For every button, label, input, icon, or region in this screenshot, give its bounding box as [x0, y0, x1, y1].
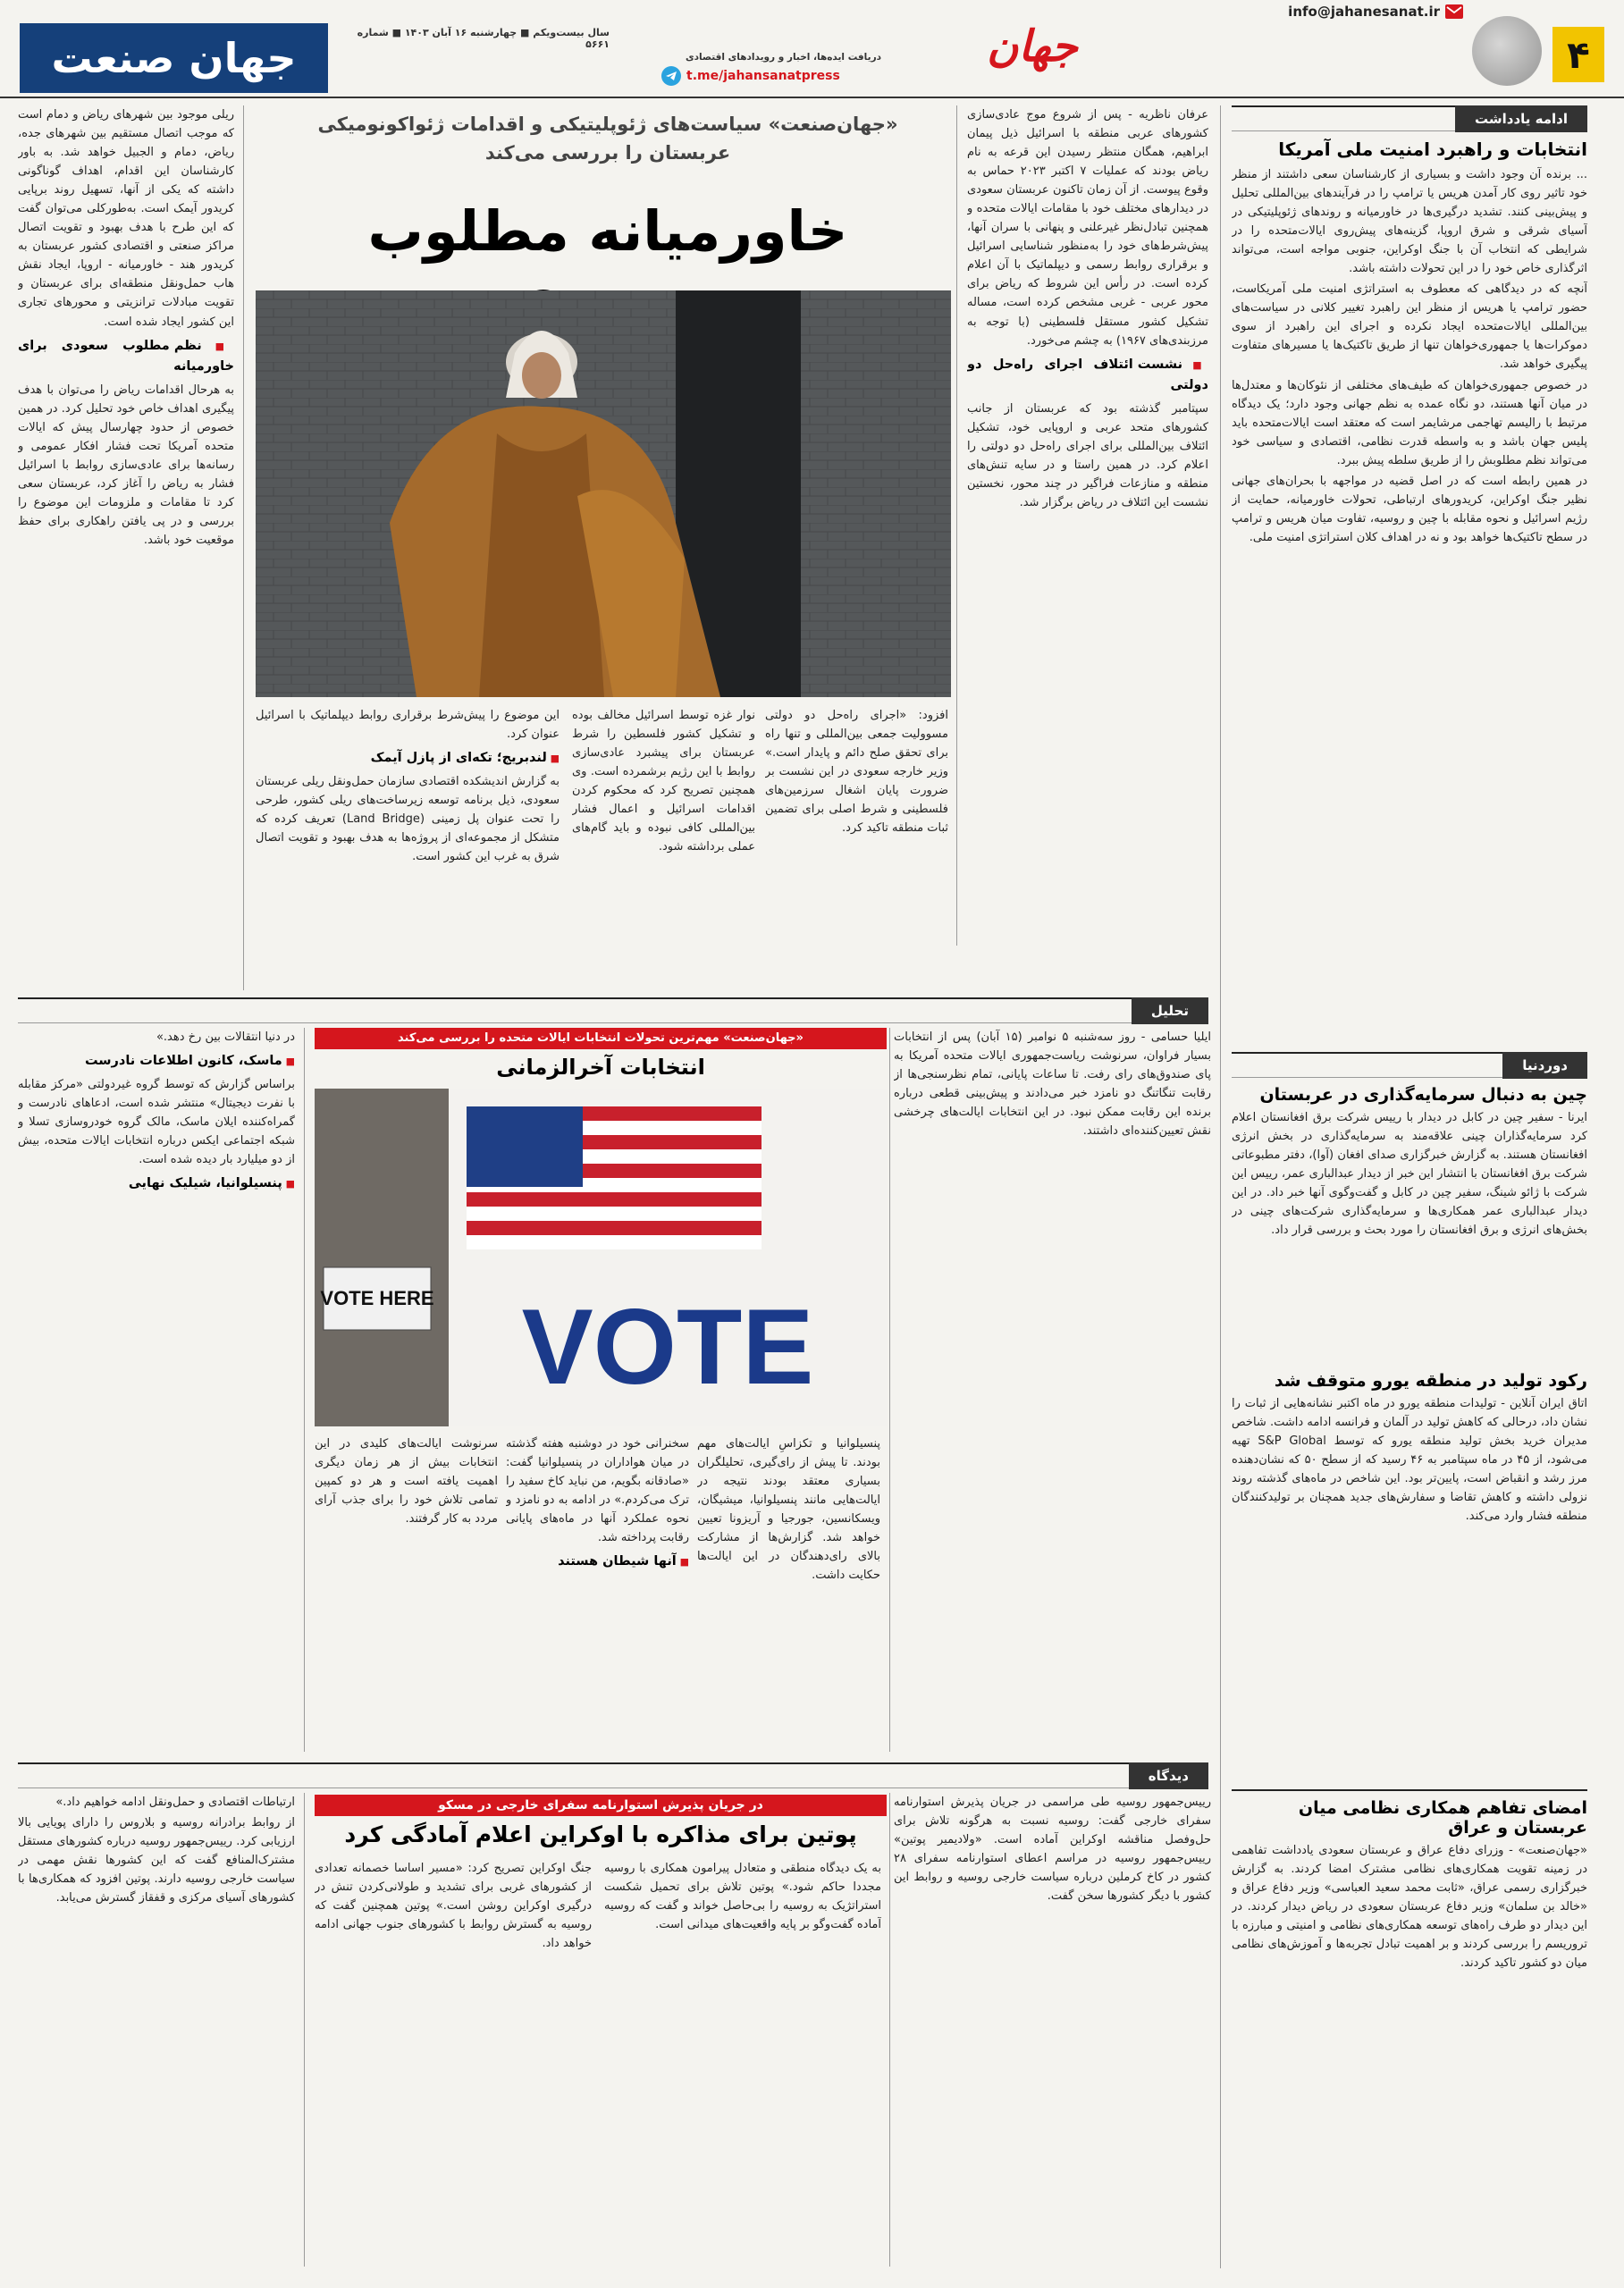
main-photo	[256, 290, 951, 697]
analysis-left-column	[18, 1028, 295, 1752]
recession-title: رکود تولید در منطقه یورو متوقف شد	[1274, 1371, 1587, 1391]
lead-sub-text: سپتامبر گذشته بود که عربستان از جانب کشورهای متحد عربی و اروپایی خود، تشکیل ائتلاف بین‌المللی برای اجرای راه‌حل دو دولتی را اعلام کرد. در همین راستا و در سایه تنش‌های منطقه و منازعات فراگیر در چند محور، نخستین نشست این ائتلاف در ریاض برگزار شد.	[967, 401, 1208, 509]
mail-icon	[1445, 4, 1463, 19]
recession-body: اتاق ایران آنلاین - تولیدات منطقه یورو در ماه اکتبر نشانه‌هایی از ثبات را نشان داد، درحالی که کاهش تولید در آلمان و فرانسه ادامه داشت. شاخص مدیران خرید بخش تولید منطقه یورو که توسط S&P Global تهیه می‌شود، از ۴۵ در ماه سپتامبر به ۴۶ رسید که از سطح ۵۰ که نشان‌دهنده مرز رشد و انقباض است، پایین‌تر بود. این شاخص در ماه‌های گذشته روند نزولی داشته و کاهش تقاضا و سفارش‌های جدید همچنان بر تولیدکنندگان منطقه فشار وارد می‌کند.	[1232, 1397, 1587, 1524]
iraq-rule	[1232, 1789, 1587, 1791]
note-paragraph: آنچه که در دیدگاهی که معطوف به استراتژی امنیت ملی آمریکاست، حضور ترامپ یا هریس از منظر این راهبرد تغییر کلانی در سیاست‌های بین‌المللی ایالات‌متحده ایجاد نکرده و اجرای این راهبرد از سوی دموکرات‌ها یا جمهوری‌خواهان تنها از طریق تاکتیک‌ها یا مسیرهای متفاوت پیگیری خواهد شد.	[1232, 282, 1587, 372]
viewpoint-text: از روابط برادرانه روسیه و بلاروس را دارای پویایی بالا ارزیابی کرد. رییس‌جمهور روسیه درباره کشورهای مستقل مشترک‌المنافع گفت که این کشورها نقش مهمی در سیاست خارجی روسیه دارند. پوتین افزود که همکاری‌ها با کشورهای آسیای مرکزی و قفقاز گسترش می‌یابد.	[18, 1816, 295, 1905]
note-tag: ادامه یادداشت	[1455, 105, 1587, 132]
note-paragraph: در خصوص جمهوری‌خواهان که طیف‌های مختلفی از نئوکان‌ها و معتدل‌ها در میان آنها هستند، دو نگاه عمده به نظم جهانی وجود دارد؛ یک دیدگاه مرتبط با رالیسم تهاجمی مرشایمر است که معتقد است ایالات‌متحده باید پلیس جهان باشد و به واسطه قدرت نظامی، اقتصادی و سیاسی خود می‌تواند نظم مطلوبش را از طریق سلطه پیش ببرد.	[1232, 378, 1587, 467]
viewpoint-divider-left	[304, 1793, 305, 2267]
telegram-label: دریافت ایده‌ها، اخبار و رویدادهای اقتصادی	[685, 52, 881, 63]
viewpoint-col-3	[315, 1859, 592, 2267]
note-paragraph: در همین رابطه است که در اصل قضیه در مواجهه با بحران‌های جهانی نظیر جنگ اوکراین، کریدورهای ارتباطی، تحولات خاورمیانه، حمایت از رژیم اسرائیل و نحوه مقابله با چین و روسیه، تفاوت میان هریس و ترامپ در سطح تاکتیک‌ها خواهد بود و نه در اهداف کلان استراتژی امنیت ملی.	[1232, 474, 1587, 544]
vote-here-text: VOTE HERE	[320, 1287, 434, 1309]
email-text[interactable]: info@jahanesanat.ir	[1288, 4, 1440, 20]
asia-title: چین به دنبال سرمایه‌گذاری در عربستان	[1259, 1085, 1587, 1105]
main-headline: خاورمیانه مطلوب	[367, 198, 848, 264]
analysis-kicker: «جهان‌صنعت» مهم‌ترین تحولات انتخابات ایالات متحده را بررسی می‌کند	[315, 1028, 887, 1049]
analysis-author-col	[894, 1028, 1211, 1752]
main-left-text: به هرحال اقدامات ریاض را می‌توان با هدف پیگیری اهداف خاص خود تحلیل کرد. در همین خصوص از حدود چهارسال پیش که ایالات متحده آمریکا تحت فشار افکار عمومی و رسانه‌ها برای عادی‌سازی روابط با اسرائیل فشار به ریاض را آغاز کرد، عربستان سعی کرد تا مقامات و ملزومات این موضوع را بررسی و در پی یافتن راهکاری برای حفظ موقعیت خود باشد.	[18, 383, 234, 547]
note-paragraph: ... برنده آن وجود داشت و بسیاری از کارشناسان سعی داشتند از منظر خود تاثیر روی کار آمدن هریس یا ترامپ را در فرآیندهای بین‌المللی تحلیل و پیش‌بینی کنند. تشدید درگیری‌ها در خاورمیانه و روندهای ژئوپلیتیکی در آسیای شرقی و شرق اروپا، گزینه‌های پیش‌روی ایالات‌متحده را در شرایطی که انتخاب آن با جنگ اوکراین، جنوبی مواجه است، می‌تواند اثرگذاری خاص خود را در این تحولات داشته باشد.	[1232, 168, 1587, 276]
analysis-text: در دنیا انتقالات بین رخ دهد.»	[156, 1030, 295, 1044]
iraq-body: «جهان‌صنعت» - وزرای دفاع عراق و عربستان سعودی یادداشت تفاهمی در زمینه تقویت همکاری‌های نظامی مشترک امضا کردند. به گزارش خبرگزاری رسمی عراق، «ثابت محمد سعید العباسی» وزیر دفاع عراق و «خالد بن سلمان» وزیر دفاع عربستان سعودی در ریاض دیدار کردند. در این دیدار دو طرف راه‌های توسعه همکاری‌های نظامی و امنیتی و مبارزه با تروریسم را بررسی کردند و بر اهمیت تبادل تجربه‌ها و آموزش‌های نظامی میان دو کشور تاکید کردند.	[1232, 1844, 1587, 1971]
main-left-text: ریلی موجود بین شهرهای ریاض و دمام است که موجب اتصال مستقیم بین شهرهای جده، ریاض، دمام و الجبیل خواهد شد. به باور کارشناسان این اقدام، اهداف گوناگونی داشته که یکی از آنها، تسهیل روند برپایی کریدور آیمک است. به‌طورکلی می‌توان گفت که این طرح با هدف بهبود و تقویت اتصال مراکز صنعتی و اقتصادی کشور عربستان به کریدور هند - خاورمیانه - اروپا، ایجاد نقش هاب حمل‌ونقل منطقه‌ای برای عربستان و تقویت مبادلات ترانزیتی و محورهای تجاری این کشور ایجاد شده است.	[18, 108, 234, 329]
viewpoint-text: به یک دیدگاه منطقی و متعادل پیرامون همکاری با روسیه مجددا حاکم شود.» پوتین تلاش برای تحمیل شکست استراتژیک به روسیه را بی‌حاصل خواند و گفت که روسیه آماده گفت‌وگو بر پایه واقعیت‌های میدانی است.	[604, 1862, 881, 1932]
analysis-tag: تحلیل	[1132, 997, 1208, 1024]
sidebar	[1232, 105, 1587, 2268]
viewpoint-text: ارتباطات اقتصادی و حمل‌ونقل ادامه خواهیم داد.»	[55, 1796, 295, 1809]
analysis-text: سخنرانی خود در دوشنبه هفته گذشته در میان هواداران در پنسیلوانیا گفت: «صادقانه بگویم، من نباید کاخ سفید را ترک می‌کردم.» در ادامه به دو نامزد و نحوه عملکرد آنها در ماه‌های پایانی رقابت پرداخته شد.	[506, 1437, 689, 1545]
analysis-text: سرنوشت ایالت‌های کلیدی در این انتخابات بیش از هر زمان دیگری اهمیت یافته است و هر دو کمپین تمامی تلاش خود را برای جذب آرای مردد به کار گرفتند.	[315, 1437, 498, 1527]
main-left-column	[18, 105, 234, 990]
analysis-title: انتخابات آخرالزمانی	[496, 1055, 705, 1080]
globe-icon	[1472, 16, 1542, 86]
analysis-left-subhead: ■ ماسک، کانون اطلاعات نادرست	[18, 1051, 295, 1072]
main-left-subhead: ■ نظم مطلوب سعودی برای خاورمیانه	[18, 336, 234, 378]
vote-photo	[315, 1089, 887, 1426]
viewpoint-col-1	[894, 1793, 1211, 2267]
lead-text: عرفان ناظریه - پس از شروع موج عادی‌سازی کشورهای عربی منطقه با اسرائیل ذیل پیمان ابراهیم، همگان منتظر رسیدن این قرعه به نام ریاض بودند که عملیات ۷ اکتبر ۲۰۲۳ حماس به وقوع پیوست. از آن زمان تاکنون عربستان سعودی در دیدارهای مختلف خود با مقامات ایالات متحده و همچنین تبادل‌نظر غیرعلنی و پنهانی با سران آنها، پیش‌شرط‌های خود را به‌منظور شناسایی اسرائیل و برقراری روابط رسمی و دیپلماتیک با آن اعلام کرده است. در رأس این شروط که ریاض برای محور عربی - غربی مشخص کرده است، مساله تشکیل کشور مستقل فلسطینی (با توجه به مرزبندی‌های ۱۹۶۷) به چشم می‌خورد.	[967, 108, 1208, 348]
main-col-text: این موضوع را پیش‌شرط برقراری روابط دیپلماتیک با اسرائیل عنوان کرد.	[256, 709, 560, 742]
header-rule	[0, 97, 1624, 98]
viewpoint-title: پوتین برای مذاکره با اوکراین اعلام آمادگی کرد	[344, 1821, 857, 1847]
iraq-title: امضای تفاهم همکاری نظامی میان عربستان و عراق	[1298, 1798, 1587, 1838]
analysis-divider-left	[304, 1028, 305, 1752]
lead-column	[967, 105, 1208, 946]
logo-text: جهان صنعت	[51, 34, 297, 82]
lead-subhead: ■ نشست ائتلاف اجرای راه‌حل دو دولتی	[967, 355, 1208, 397]
page-number-box	[1552, 27, 1604, 82]
vote-sign-text: VOTE	[521, 1287, 814, 1407]
viewpoint-col-4	[18, 1793, 295, 2267]
viewpoint-tag-bar	[18, 1762, 1208, 1788]
analysis-col-2	[697, 1434, 880, 1747]
telegram-block	[661, 52, 885, 95]
note-title: انتخابات و راهبرد امنیت ملی آمریکا	[1278, 139, 1587, 160]
main-col-3	[256, 706, 560, 992]
analysis-text: پنسیلوانیا و تکزاسِ ایالت‌های مهم بودند. تا پیش از رای‌گیری، تحلیلگران بسیاری معتقد بودند نتیجه در ایالت‌هایی مانند پنسیلوانیا، میشیگان، ویسکانسین، جورجیا و آریزونا تعیین خواهد شد. گزارش‌ها از مشارکت بالای رای‌دهندگان در این ایالت‌ها حکایت داشت.	[697, 1437, 880, 1583]
masthead	[0, 0, 1624, 98]
main-col-text: به گزارش اندیشکده اقتصادی سازمان حمل‌ونقل ریلی عربستان سعودی، ذیل برنامه توسعه زیرساخت‌های ریلی کشور، طرحی را تحت عنوان پل زمینی (Land Bridge) تعریف کرده که متشکل از مجموعه‌ای از پروژه‌ها به هدف بهبود و تقویت اتصال شرق به غرب این کشور است.	[256, 774, 560, 863]
note-tag-bar	[1232, 105, 1587, 131]
main-left-divider	[243, 105, 244, 990]
asia-tag: دوردنیا	[1502, 1052, 1587, 1079]
section-title: جهان	[987, 21, 1078, 72]
page-number: ۴	[1567, 32, 1590, 77]
vote-sign-image	[315, 1089, 887, 1426]
note-body	[1232, 165, 1587, 1041]
viewpoint-divider-right	[889, 1793, 890, 2267]
analysis-tag-bar	[18, 997, 1208, 1023]
telegram-icon	[661, 66, 681, 86]
sidebar-divider	[1220, 105, 1221, 2268]
lead-divider	[956, 105, 957, 946]
analysis-col-3	[506, 1434, 689, 1747]
asia-body: ایرنا - سفیر چین در کابل در دیدار با رییس شرکت برق افغانستان اعلام کرد سرمایه‌گذاران چینی علاقه‌مند به سرمایه‌گذاری در بخش انرژی افغانستان هستند. به گزارش خبرگزاری صدای افغان (آوا)، دفتر مطبوعاتی شرکت برق افغانستان با انتشار این خبر از دیدار عبدالباری عمر، رییس این شرکت با ژائو شینگ، سفیر چین در کابل و گفت‌وگوی آنها خبر داد. در این دیدار عبدالباری عمر همکاری‌ها و سرمایه‌گذاری شرکت‌های چینی در بخش‌های انرژی و برق افغانستان را مورد بحث و بررسی قرار داد.	[1232, 1111, 1587, 1238]
viewpoint-text: جنگ اوکراین تصریح کرد: «مسیر اساسا خصمانه تعدادی از کشورهای غربی برای تشدید و طولانی‌کردن تنش در درگیری اوکراین روشن است.» پوتین همچنین گفت که روسیه به گسترش روابط با کشورهای جنوب جهانی ادامه خواهد داد.	[315, 1862, 592, 1951]
analysis-col3-subhead: ■ آنها شیطان هستند	[506, 1552, 689, 1572]
main-col-text: افزود: «اجرای راه‌حل دو دولتی مسوولیت جمعی بین‌المللی و تنها راه برای تحقق صلح دائم و پایدار است.» وزیر خارجه سعودی در این نشست بر ضرورت پایان اشغال سرزمین‌های فلسطینی و شرط اصلی برای تضمین ثبات منطقه تاکید کرد.	[765, 709, 948, 836]
email-block	[1288, 2, 1463, 21]
analysis-left-subhead-2: ■ پنسیلوانیا، شیلیک نهایی	[18, 1173, 295, 1194]
main-kicker: «جهان‌صنعت» سیاست‌های ژئوپلیتیکی و اقدامات ژئواکونومیکی عربستان را بررسی می‌کند	[317, 114, 898, 164]
issue-info: سال بیست‌ویکم ■ چهارشنبه ۱۶ آبان ۱۴۰۳ ■ شماره ۵۶۶۱	[357, 27, 610, 50]
main-col-2	[572, 706, 755, 992]
asia-tag-bar	[1232, 1052, 1587, 1078]
newspaper-logo	[20, 23, 328, 93]
analysis-divider-right	[889, 1028, 890, 1752]
main-col-text: نوار غزه توسط اسرائیل مخالف بوده و تشکیل کشور فلسطین را شرط عربستان برای پیشبرد عادی‌سازی روابط با این رژیم برشمرده است. وی همچنین تصریح کرد که محکوم کردن اقدامات اسرائیل و اعمال فشار بین‌المللی کافی نبوده و باید گام‌های عملی برداشته شود.	[572, 709, 755, 854]
analysis-text: ایلیا حسامی - روز سه‌شنبه ۵ نوامبر (۱۵ آبان) پس از انتخابات بسیار فراوان، سرنوشت ریاست‌جمهوری ایالات متحده آمریکا به پای صندوق‌های رای رفت. تا ساعات پایانی، تمام نظرسنجی‌ها از رقابت تنگاتنگ دو نامزد خبر می‌دادند و پیش‌بینی قطعی درباره برنده این رقابت ممکن نبود. در این انتخابات ایالت‌های چرخشی نقش تعیین‌کننده‌ای داشتند.	[894, 1030, 1211, 1139]
analysis-text: براساس گزارش که توسط گروه غیردولتی «مرکز مقابله با نفرت دیجیتال» منتشر شده است، ادعاهای نادرست و گمراه‌کننده ایلان ماسک، مالک گروه خودروسازی تسلا و شبکه اجتماعی ایکس درباره انتخابات ایالات متحده، بیش از دو میلیارد بار دیده شده است.	[18, 1077, 295, 1166]
viewpoint-kicker: در جریان پذیرش استوارنامه سفرای خارجی در مسکو	[315, 1795, 887, 1816]
viewpoint-text: رییس‌جمهور روسیه طی مراسمی در جریان پذیرش استوارنامه سفرای خارجی گفت: روسیه نسبت به هرگونه تلاش برای حل‌وفصل مناقشه اوکراین آماده است. «ولادیمیر پوتین» رییس‌جمهور روسیه در مراسم اعطای استوارنامه سفرای ۲۸ کشور در کاخ کرملین درباره سیاست خارجی روسیه و روابط این کشور با دیگر کشورها سخن گفت.	[894, 1796, 1211, 1904]
analysis-col-4	[315, 1434, 498, 1747]
viewpoint-tag: دیدگاه	[1129, 1762, 1208, 1789]
portrait-image	[256, 290, 951, 697]
telegram-handle[interactable]: t.me/jahansanatpress	[686, 69, 840, 83]
main-col-1	[765, 706, 948, 992]
viewpoint-col-2	[604, 1859, 881, 2267]
main-col-subhead: ■ لندبریج؛ تکه‌ای از پازل آیمک	[256, 748, 560, 769]
